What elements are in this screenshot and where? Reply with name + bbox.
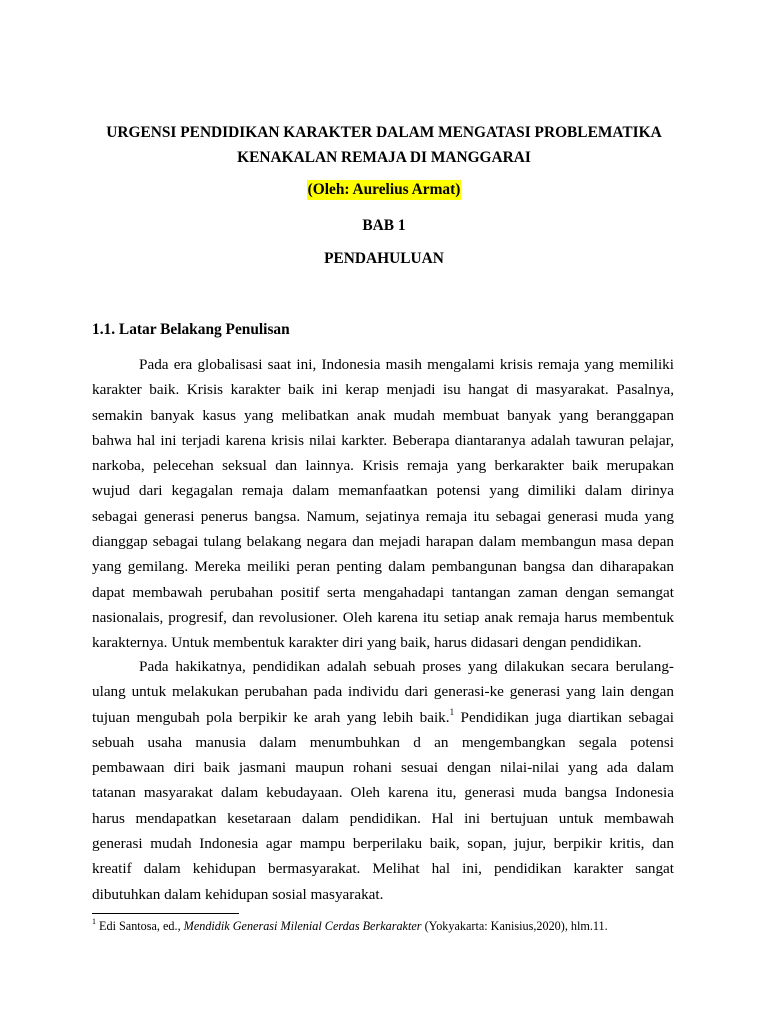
chapter-number: BAB 1: [362, 217, 406, 234]
line-text-before-ref: tujuan mengubah pola berpikir ke arah yang lebih baik.: [92, 708, 450, 726]
paragraph-line: ulang untuk melakukan perubahan pada individu dari generasi-ke generasi yang lain dengan: [92, 683, 674, 701]
chapter-title: PENDAHULUAN: [324, 250, 444, 267]
paragraph-line: nasionalais, progresif, dan revolusioner. Oleh karena itu setiap anak remaja harus membentuk: [92, 608, 674, 626]
title-line-1: URGENSI PENDIDIKAN KARAKTER DALAM MENGATASI PROBLEMATIKA: [106, 124, 662, 141]
footnote-reference[interactable]: 1: [449, 706, 455, 717]
author-block: [0, 180, 768, 200]
footnote-number: 1: [92, 916, 96, 926]
paragraph-line: narkoba, pelecehan seksual dan lainnya. Krisis remaja yang berkarakter baik merupakan: [92, 457, 674, 475]
footnote-text-after: (Yokyakarta: Kanisius,2020), hlm.11.: [421, 919, 608, 933]
footnote: [92, 916, 608, 934]
footnote-book-title: Mendidik Generasi Milenial Cerdas Berkarakter: [183, 919, 422, 933]
paragraph-1: [92, 352, 674, 656]
paragraph-line-with-footnote-ref: [92, 705, 674, 730]
paragraph-line: karakter baik. Krisis karakter baik ini kerap menjadi isu hangat di masyarakat. Pasalnya,: [92, 381, 674, 399]
paragraph-line: semakin banyak kasus yang melibatkan anak mudah membuat banyak yang beranggapan: [92, 406, 674, 424]
section-heading: 1.1. Latar Belakang Penulisan: [92, 321, 290, 338]
footnote-text-before: Edi Santosa, ed.,: [96, 919, 184, 933]
footnote-separator: [92, 913, 239, 914]
paragraph-line: Pada hakikatnya, pendidikan adalah sebuah proses yang dilakukan secara berulang-: [139, 658, 674, 675]
paragraph-line: kreatif dalam kehidupan bermasyarakat. Melihat hal ini, pendidikan karakter sangat: [92, 860, 674, 878]
document-title: [92, 120, 676, 170]
paragraph-line: dianggap sebagai tulang belakang negara dan mejadi harapan dalam membangun masa depan: [92, 533, 674, 551]
paragraph-line: pembawaan diri baik jasmani maupun rohani sesuai dengan nilai-nilai yang ada dalam: [92, 759, 674, 777]
paragraph-line: tatanan masyarakat dalam kebudayaan. Oleh karena itu, generasi muda bangsa Indonesia: [92, 784, 674, 802]
paragraph-2: [92, 654, 674, 907]
paragraph-line: bahwa hal ini terjadi karena krisis nilai karkter. Beberapa diantaranya adalah tawuran pelajar,: [92, 431, 674, 449]
paragraph-line: generasi mudah Indonesia agar mampu berperilaku baik, sopan, jujur, berpikir kritis, dan: [92, 835, 674, 853]
paragraph-line: dibutuhkan dalam kehidupan sosial masyarakat.: [92, 885, 384, 903]
paragraph-line: wujud dari kegagalan remaja dalam memanfaatkan potensi yang dimiliki dalam dirinya: [92, 482, 674, 500]
paragraph-line: dapat membawah perubahan positif serta mengahadapi tantangan zaman dengan semangat: [92, 583, 674, 601]
paragraph-line: yang gemilang. Mereka meiliki peran penting dalam pembangunan bangsa dan diharapakan: [92, 558, 674, 576]
paragraph-line: sebagai generasi penerus bangsa. Namum, sejatinya remaja itu sebagai generasi muda yang: [92, 507, 674, 525]
paragraph-line: Pada era globalisasi saat ini, Indonesia masih mengalami krisis remaja yang memiliki: [139, 356, 674, 373]
paragraph-line: sebuah usaha manusia dalam menumbuhkan d an mengembangkan segala potensi: [92, 733, 674, 751]
line-text-after-ref: Pendidikan juga diartikan sebagai: [454, 708, 674, 726]
paragraph-line: harus mendapatkan kesetaraan dalam pendidikan. Hal ini bertujuan untuk membawah: [92, 809, 674, 827]
paragraph-line: karakternya. Untuk membentuk karakter diri yang baik, harus didasari dengan pendidikan.: [92, 634, 642, 652]
title-line-2: KENAKALAN REMAJA DI MANGGARAI: [237, 149, 531, 166]
author-name: (Oleh: Aurelius Armat): [307, 181, 461, 198]
